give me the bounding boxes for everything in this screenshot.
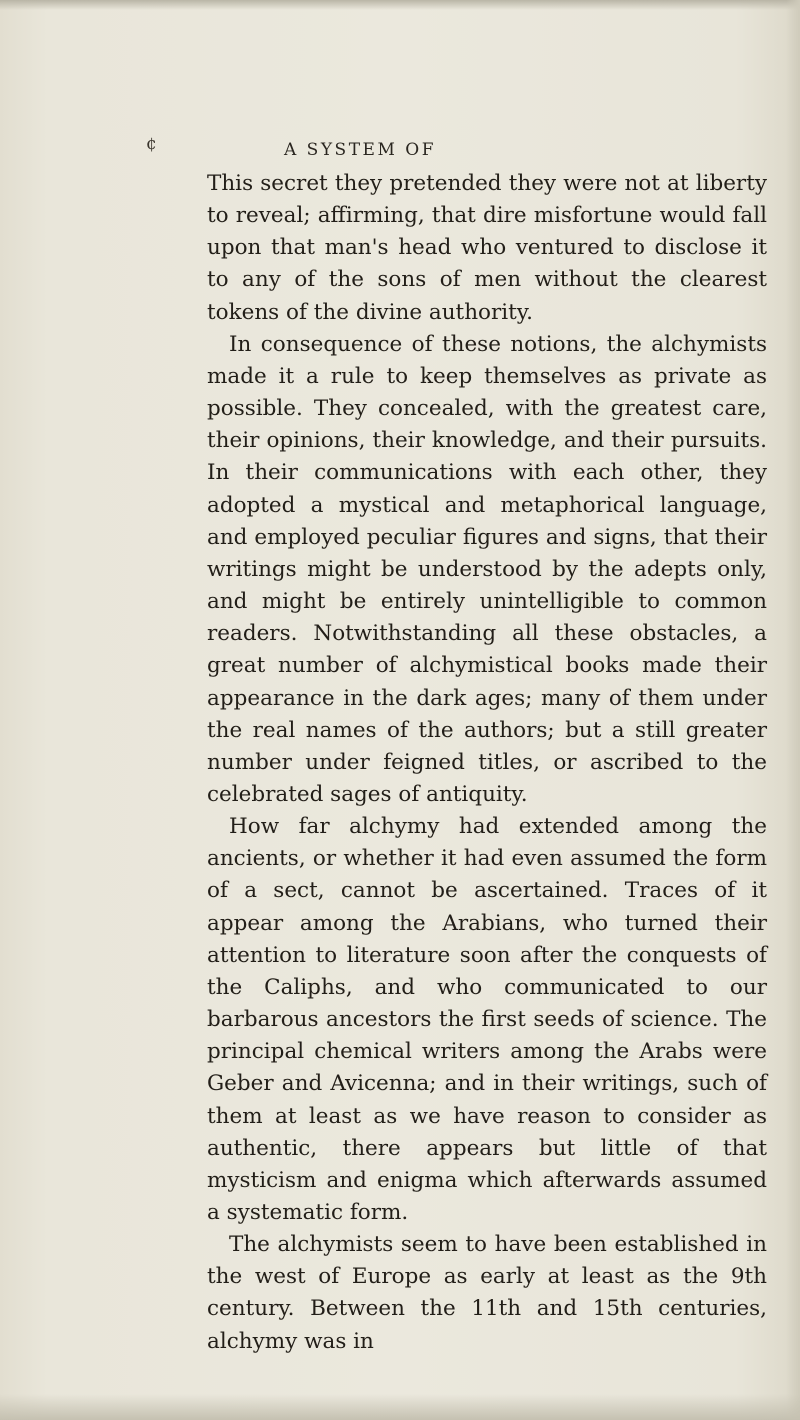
body-text <box>207 168 767 1358</box>
margin-mark: ¢ <box>146 134 157 154</box>
page-edge-top <box>0 0 800 10</box>
paragraph-1: This secret they pretended they were not at liberty to reveal; affirming, that dire misfortune would fall upon that man's head who ventured to disclose it to any of the sons of men without the clearest tokens of the divine authority. <box>207 171 767 325</box>
paragraph-2: In consequence of these notions, the alchymists made it a rule to keep themselves as private as possible. They concealed, with the greatest care, their opinions, their knowledge, and their pursuits. In their communications with each other, they adopted a mystical and metaphorical language, and employed peculiar figures and signs, that their writings might be understood by the adepts only, and might be entirely unintelligible to common readers. Notwithstanding all these obstacles, a great number of alchymistical books made their appearance in the dark ages; many of them under the real names of the authors; but a still greater number under feigned titles, or ascribed to the celebrated sages of antiquity. <box>207 331 767 807</box>
page-edge-right <box>786 0 800 1420</box>
running-head: A SYSTEM OF <box>284 140 436 160</box>
paragraph-3: How far alchymy had extended among the ancients, or whether it had even assumed the form of a sect, cannot be ascertained. Traces of it appear among the Arabians, who turned their attention to literature soon after the conquests of the Caliphs, and who communicated to our barbarous ancestors the first seeds of science. The principal chemical writers among the Arabs were Geber and Avicenna; and in their writings, such of them at least as we have reason to consider as authentic, there appears but little of that mysticism and enigma which afterwards assumed a systematic form. <box>207 814 767 1225</box>
paragraph-4: The alchymists seem to have been established in the west of Europe as early at least as the 9th century. Between the 11th and 15th centuries, alchymy was in <box>207 1232 767 1354</box>
page-edge-bottom <box>0 1394 800 1420</box>
